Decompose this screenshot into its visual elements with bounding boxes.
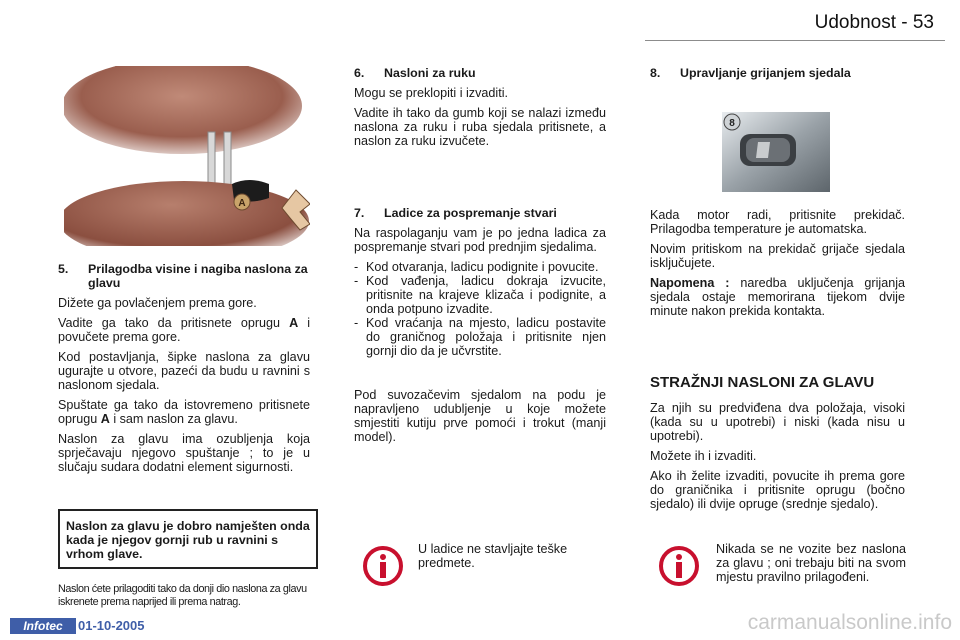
section-drawers	[354, 206, 606, 358]
paragraph: Za njih su predviđena dva položaja, visoki (kada su u upotrebi) i niski (kada nisu u upotrebi).	[650, 401, 905, 443]
heading-text: Nasloni za ruku	[384, 66, 476, 80]
info-text: Nikada se ne vozite bez naslona za glavu ; oni trebaju biti na svom mjestu pravilno prilagođeni.	[716, 542, 906, 584]
section-seat-heating	[650, 66, 905, 86]
caption: Naslon ćete prilagoditi tako da donji dio naslona za glavu iskrenete prema naprijed ili prema natrag.	[58, 583, 307, 608]
paragraph: Dižete ga povlačenjem prema gore.	[58, 296, 257, 310]
heating-switch-photo	[722, 112, 830, 192]
heading-7	[354, 206, 606, 220]
paragraph: Vadite ga tako da pritisnete oprugu A i povučete prema gore.	[58, 316, 311, 344]
paragraph: Spuštate ga tako da istovremeno pritisnete oprugu A i sam naslon za glavu.	[58, 398, 310, 426]
heading-number: 7.	[354, 206, 365, 220]
list-item: - Kod vađenja, ladicu dokraja izvucite, pritisnite na krajeve klizača i podignite, a onda potpuno izvadite.	[354, 274, 606, 316]
heading-number: 5.	[58, 262, 69, 276]
list-item: - Kod vraćanja na mjesto, ladicu postavite do graničnog položaja i pritisnite njen gornji dio da je učvrstite.	[354, 316, 606, 358]
info-text: U ladice ne stavljajte teške predmete.	[418, 542, 568, 570]
section-armrests	[354, 66, 606, 154]
list-item: - Kod otvaranja, ladicu podignite i povucite.	[354, 260, 599, 274]
seat-heating-text	[650, 208, 905, 324]
heading-text: Ladice za pospremanje stvari	[384, 206, 557, 220]
paragraph: Napomena : naredba uključenja grijanja sjedala ostaje memorirana tijekom dvije minute nakon prekida kontakta.	[650, 276, 906, 318]
tip-box	[58, 509, 318, 569]
heading-5	[58, 262, 310, 290]
section-headrest-front	[58, 262, 310, 480]
info-icon	[658, 545, 700, 587]
info-icon	[362, 545, 404, 587]
heading-6	[354, 66, 606, 80]
paragraph: Kada motor radi, pritisnite prekidač. Prilagodba temperature je automatska.	[650, 208, 905, 236]
heading-8	[650, 66, 905, 80]
section-drawer-note	[354, 388, 606, 450]
heading-text: Prilagodba visine i nagiba naslona za glavu	[88, 262, 308, 290]
paragraph: Vadite ih tako da gumb koji se nalazi između naslona za ruku i ruba sjedala pritisnete, a naslon za ruku izvučete.	[354, 106, 606, 148]
paragraph: Možete ih i izvaditi.	[650, 449, 757, 463]
paragraph: Kod postavljanja, šipke naslona za glavu ugurajte u otvore, pazeći da budu u ravnini s naslonom sjedala.	[58, 350, 310, 392]
heading-text: Upravljanje grijanjem sjedala	[680, 66, 851, 80]
heading-number: 6.	[354, 66, 365, 80]
paragraph: Na raspolaganju vam je po jedna ladica za pospremanje stvari pod prednjim sjedalima.	[354, 226, 606, 254]
label-a: A	[238, 198, 246, 209]
tip-text: Naslon za glavu je dobro namješten onda kada je njegov gornji rub u ravnini s vrhom glave.	[66, 519, 310, 561]
paragraph: Naslon za glavu ima ozubljenja koja sprječavaju njegovo spuštanje ; to je u slučaju sudara dodatni element sigurnosti.	[58, 432, 310, 474]
paragraph: Pod suvozačevim sjedalom na podu je napravljeno udubljenje u koje možete smjestiti kutiju prve pomoći i trokut (manji model).	[354, 388, 606, 444]
paragraph: Mogu se preklopiti i izvaditi.	[354, 86, 508, 100]
section-rear-headrests	[650, 374, 905, 517]
header-divider	[645, 40, 945, 41]
watermark-url: carmanualsonline.info	[747, 611, 952, 634]
paragraph: Novim pritiskom na prekidač grijače sjedala isključujete.	[650, 242, 905, 270]
page-title: Udobnost - 53	[814, 12, 934, 33]
infotec-logo: Infotec	[10, 618, 76, 634]
section-title: STRAŽNJI NASLONI ZA GLAVU	[650, 374, 875, 391]
headrest-photo	[64, 66, 310, 246]
heading-number: 8.	[650, 66, 661, 80]
footer-date: 01-10-2005	[78, 618, 145, 633]
label-8: 8	[729, 118, 735, 129]
paragraph: Ako ih želite izvaditi, povucite ih prema gore do graničnika i pritisnite oprugu (bočno sjedalo) ili dvije opruge (srednje sjedalo).	[650, 469, 905, 511]
